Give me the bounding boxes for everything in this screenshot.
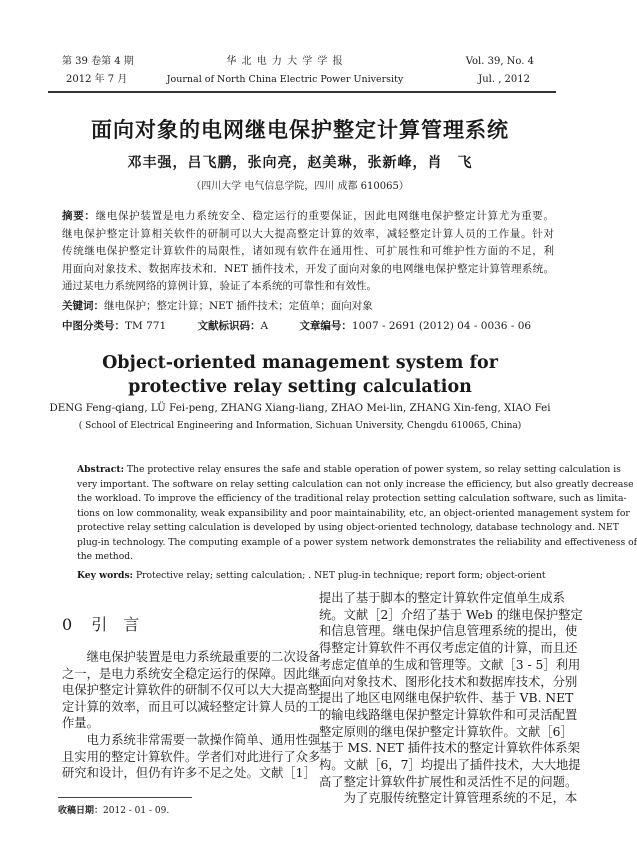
authors-en: DENG Feng-qiang, LÜ Fei-peng, ZHANG Xiang-liang, ZHAO Mei-lin, ZHANG Xin-feng, XIAO Fei: [49, 402, 551, 414]
section-title: 引 言: [91, 615, 140, 634]
footnote: [58, 803, 169, 816]
header-rule: [48, 91, 556, 93]
abstract-en: [77, 463, 637, 583]
abstract-en-line: tions on low commonality, weak expansibility and poor maintainability, etc, an object-oriented management system for: [77, 507, 630, 519]
article-number-value: 1007 - 2691 (2012) 04 - 0036 - 06: [351, 319, 532, 332]
journal-name-cn: 华 北 电 力 大 学 学 报: [226, 56, 344, 67]
body-line: 的输电线路继电保护整定计算软件和可灵活配置: [319, 707, 578, 722]
issue-volume-cn: 第 39 卷第 4 期: [62, 56, 134, 67]
abstract-cn-line: 继电保护装置是电力系统安全、稳定运行的重要保证，因此电网继电保护整定计算尤为重要。: [95, 210, 554, 222]
body-line: 提出了基于脚本的整定计算软件定值单生成系: [319, 591, 565, 605]
body-line: 提出了地区电网继电保护软件、基于 VB. NET: [319, 691, 574, 706]
body-line: 构。文献［6，7］均提出了插件技术，大大地提: [319, 758, 581, 773]
affiliation-en: ( School of Electrical Engineering and Information, Sichuan University, Chengdu 610065, China): [78, 421, 522, 431]
body-line: 研究和设计，但仍有许多不足之处。文献［1］: [62, 766, 316, 781]
body-line: 定计算的效率，而且可以减轻整定计算人员的工: [62, 699, 321, 714]
issue-date-cn: 2012 年 7 月: [66, 74, 128, 85]
abstract-cn-label: 摘要：: [62, 210, 96, 222]
body-line: 为了克服传统整定计算管理系统的不足，本: [319, 791, 578, 806]
section-heading: [62, 612, 139, 635]
body-line: 基于 MS. NET 插件技术的整定计算软件体系架: [319, 741, 580, 756]
abstract-cn-line: 传统继电保护整定计算软件的局限性，诸如现有软件在通用性、可扩展性和可维护性方面的不足，利: [62, 245, 554, 258]
abstract-cn: [62, 208, 554, 335]
abstract-en-line: the method.: [77, 551, 134, 562]
classification-row: [62, 318, 554, 336]
abstract-en-line: The protective relay ensures the safe and stable operation of power system, so relay setting calculation is: [126, 464, 621, 475]
clc-value: TM 771: [125, 319, 167, 332]
body-line: 得整定计算软件不再仅考虑定值的计算，而且还: [319, 641, 578, 656]
keywords-cn-label: 关键词：: [62, 299, 104, 312]
body-line: 继电保护装置是电力系统最重要的二次设备: [62, 650, 321, 664]
issue-date-en: Jul. , 2012: [478, 74, 530, 85]
paper-title-en-line: Object-oriented management system for: [102, 353, 498, 373]
doc-code-value: A: [260, 319, 269, 332]
body-line: 高了整定计算软件扩展性和灵活性不足的问题。: [319, 774, 578, 789]
right-column-text: [319, 590, 583, 807]
authors-cn: 邓丰强，吕飞鹏，张向亮，赵美琳，张新峰，肖 飞: [127, 155, 473, 171]
abstract-en-line: protective relay setting calculation is developed by using object-oriented technology, database technology and. NET: [77, 522, 619, 533]
footnote-rule: [58, 797, 192, 798]
abstract-en-line: plug-in technology. The computing example of a power system network demonstrates the reliability and effectiveness of: [77, 536, 637, 548]
keywords-en: Protective relay; setting calculation; . NET plug-in technique; report form; object-orient: [135, 569, 546, 581]
issue-volume-en: Vol. 39, No. 4: [465, 56, 534, 67]
abstract-cn-line: 通过某电力系统网络的算例计算，验证了本系统的可靠性和有效性。: [62, 280, 377, 293]
abstract-cn-line: 用面向对象技术、数据库技术和．NET 插件技术，开发了面向对象的电网继电保护整定计算管理系统。: [62, 262, 554, 275]
abstract-en-label: Abstract:: [77, 464, 124, 475]
body-line: 整定原则的继电保护整定计算软件。文献［6］: [319, 724, 573, 739]
doc-code-label: 文献标识码：: [197, 319, 261, 332]
journal-name-en: Journal of North China Electric Power University: [166, 74, 404, 85]
abstract-cn-line: 继电保护整定计算相关软件的研制可以大大提高整定计算的效率，减轻整定计算人员的工作量。针对: [62, 227, 554, 240]
affiliation-cn: （四川大学 电气信息学院，四川 成都 610065）: [191, 181, 409, 192]
body-line: 之一，是电力系统安全稳定运行的保障。因此继: [62, 666, 321, 681]
article-number-label: 文章编号：: [299, 319, 352, 332]
received-date: 2012 - 01 - 09.: [103, 806, 170, 816]
body-line: 电保护整定计算软件的研制不仅可以大大提高整: [62, 683, 321, 698]
clc-label: 中图分类号：: [62, 319, 125, 332]
body-line: 考虑定值单的生成和管理等。文献［3 - 5］利用: [319, 657, 581, 672]
section-number: 0: [62, 615, 73, 634]
body-line: 和信息管理。继电保护信息管理系统的提出，使: [319, 624, 578, 639]
body-line: 面向对象技术、图形化技术和数据库技术，分别: [319, 674, 578, 689]
keywords-en-label: Key words:: [77, 569, 134, 581]
left-column-text: [62, 649, 321, 782]
paper-title-en: [0, 351, 600, 399]
body-line: 且实用的整定计算软件。学者们对此进行了众多: [62, 749, 321, 764]
received-date-label: 收稿日期：: [58, 806, 104, 816]
body-line: 统。文献［2］介绍了基于 Web 的继电保护整定: [319, 607, 583, 622]
abstract-en-line: the workload. To improve the efficiency of the traditional relay protection setting calculation software, such as limita-: [77, 493, 627, 504]
body-line: 电力系统非常需要一款操作简单、通用性强: [62, 732, 321, 747]
keywords-cn: 继电保护；整定计算；NET 插件技术；定值单；面向对象: [104, 299, 373, 312]
abstract-en-line: very important. The software on relay setting calculation can not only increase the efficiency, but also greatly decrease: [77, 478, 634, 490]
paper-title-cn: 面向对象的电网继电保护整定计算管理系统: [91, 118, 509, 142]
paper-title-en-line: protective relay setting calculation: [128, 377, 472, 397]
body-line: 作量。: [62, 716, 99, 731]
